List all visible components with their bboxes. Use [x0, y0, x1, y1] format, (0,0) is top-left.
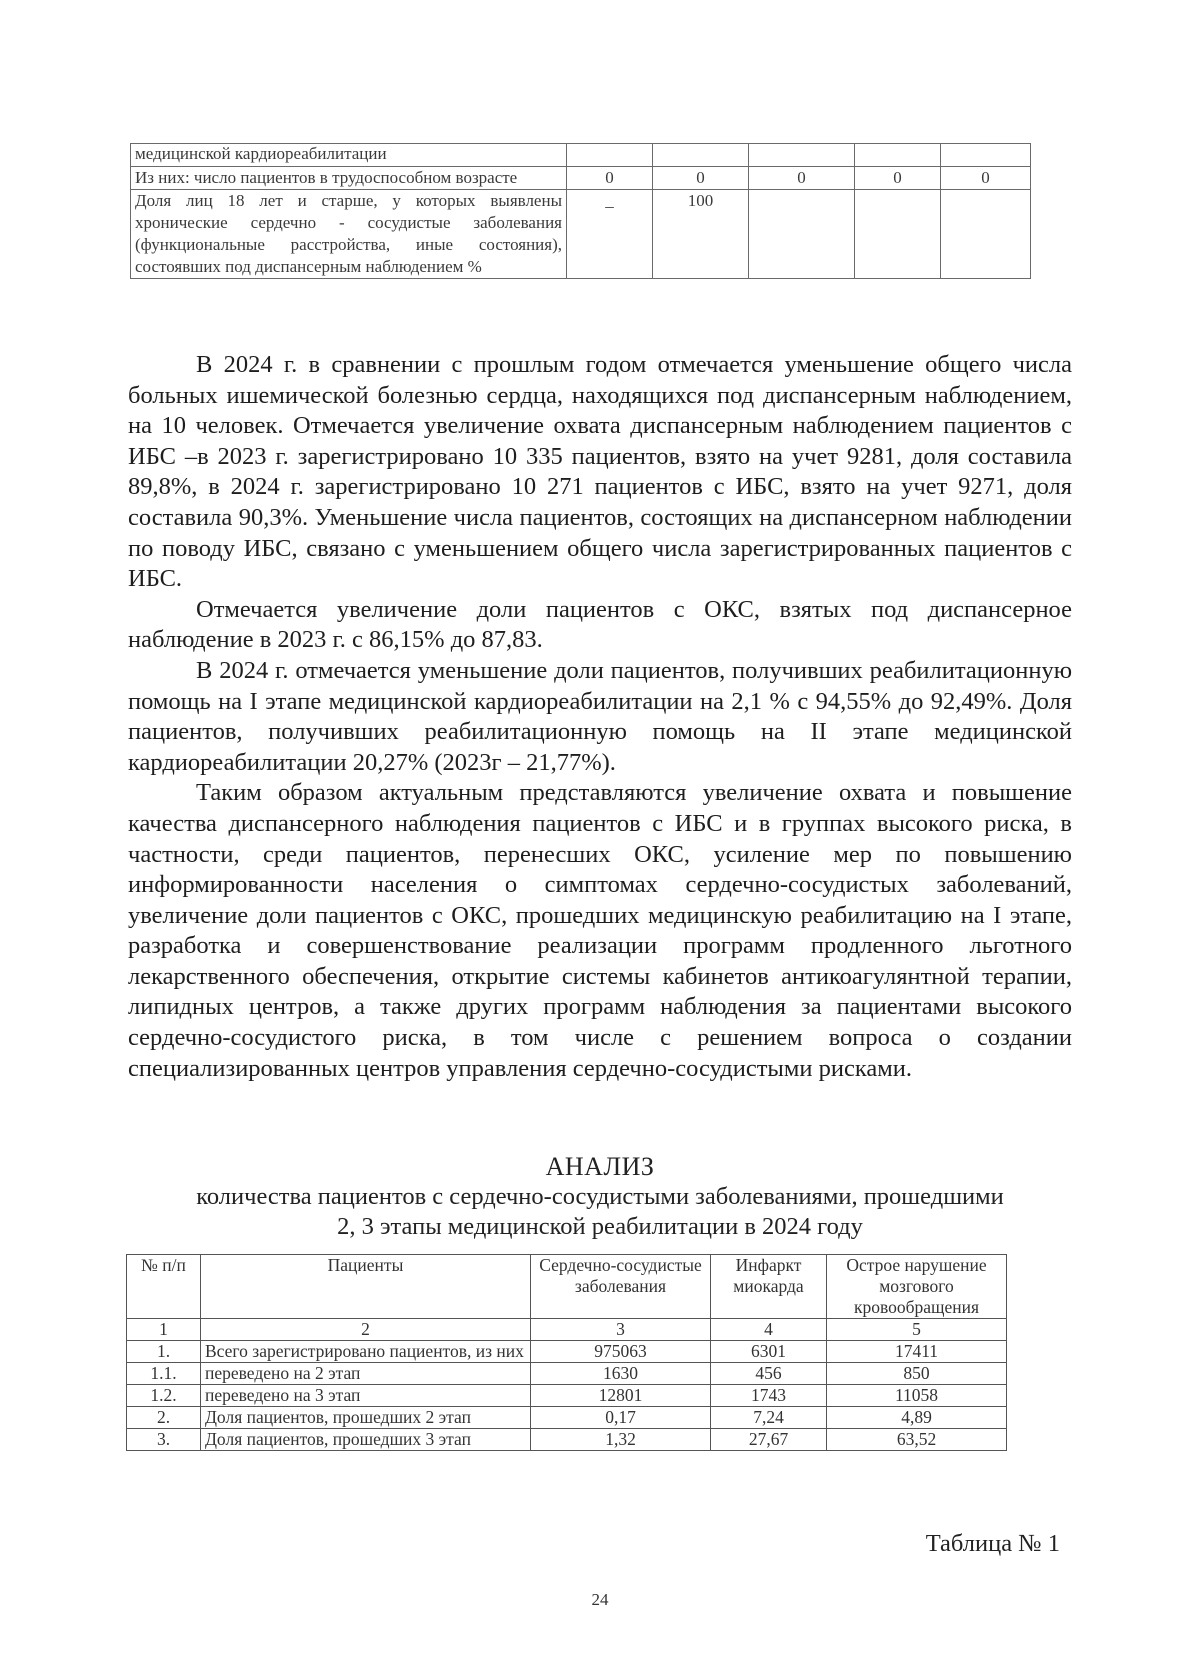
cell-ssz: 12801	[531, 1385, 711, 1407]
cell-ssz: 1630	[531, 1363, 711, 1385]
cell-value: 0	[567, 167, 653, 190]
cell-onmk: 17411	[827, 1341, 1007, 1363]
row-num: 2.	[127, 1407, 201, 1429]
row-num: 1.1.	[127, 1363, 201, 1385]
header-onmk: Острое нарушение мозгового кровообращения	[827, 1255, 1007, 1319]
cell-value	[653, 144, 749, 167]
table-row	[131, 190, 1031, 279]
cell-value	[855, 144, 941, 167]
cell-onmk: 63,52	[827, 1429, 1007, 1451]
cell-value	[941, 144, 1031, 167]
header-num: № п/п	[127, 1255, 201, 1319]
page-number: 24	[591, 1590, 609, 1609]
row-label: Доля лиц 18 лет и старше, у которых выявлены хронические сердечно - сосудистые заболевания (функциональные расстройства, иные состояния), состоявших под диспансерным наблюдением %	[131, 190, 567, 279]
paragraph: Отмечается увеличение доли пациентов с ОКС, взятых под диспансерное наблюдение в 2023 г. с 86,15% до 87,83.	[128, 595, 1072, 654]
table-row	[127, 1363, 1007, 1385]
analysis-table	[126, 1254, 1007, 1451]
table-row	[131, 144, 1031, 167]
column-number: 4	[711, 1319, 827, 1341]
table-caption: Таблица № 1	[925, 1530, 1060, 1557]
row-label: переведено на 2 этап	[201, 1363, 531, 1385]
cell-ssz: 0,17	[531, 1407, 711, 1429]
table-header-row	[127, 1255, 1007, 1319]
header-im: Инфаркт миокарда	[711, 1255, 827, 1319]
cell-im: 27,67	[711, 1429, 827, 1451]
analysis-heading	[128, 1152, 1072, 1242]
paragraph: Таким образом актуальным представляются увеличение охвата и повышение качества диспансерного наблюдения пациентов с ИБС и в группах высокого риска, в частности, среди пациентов, перенесших ОКС, усиление мер по повышению информированности населения о симптомах сердечно-сосудистых заболеваний, увеличение доли пациентов с ОКС, прошедших медицинскую реабилитацию на I этапе, разработка и совершенствование реализации программ продленного льготного лекарственного обеспечения, открытие системы кабинетов антикоагулянтной терапии, липидных центров, а также других программ наблюдения за пациентами высокого сердечно-сосудистого риска, в том числе с решением вопроса о создании специализированных центров управления сердечно-сосудистыми рисками.	[128, 779, 1072, 1082]
row-num: 1.2.	[127, 1385, 201, 1407]
row-label: Доля пациентов, прошедших 2 этап	[201, 1407, 531, 1429]
cell-onmk: 850	[827, 1363, 1007, 1385]
cell-value: 0	[855, 167, 941, 190]
cell-value: _	[567, 190, 653, 279]
cell-value	[567, 144, 653, 167]
paragraph: В 2024 г. в сравнении с прошлым годом отмечается уменьшение общего числа больных ишемической болезнью сердца, находящихся под диспансерным наблюдением, на 10 человек. Отмечается увеличение охвата диспансерным наблюдением пациентов с ИБС –в 2023 г. зарегистрировано 10 335 пациентов, взято на учет 9281, доля составила 89,8%, в 2024 г. зарегистрировано 10 271 пациентов с ИБС, взято на учет 9271, доля составила 90,3%. Уменьшение числа пациентов, состоящих на диспансерном наблюдении по поводу ИБС, связано с уменьшением общего числа зарегистрированных пациентов с ИБС.	[128, 351, 1072, 593]
header-ssz: Сердечно-сосудистые заболевания	[531, 1255, 711, 1319]
cell-ssz: 1,32	[531, 1429, 711, 1451]
cell-value	[749, 144, 855, 167]
column-number-row	[127, 1319, 1007, 1341]
cell-onmk: 4,89	[827, 1407, 1007, 1429]
row-label: Всего зарегистрировано пациентов, из них	[201, 1341, 531, 1363]
cell-value: 100	[653, 190, 749, 279]
column-number: 2	[201, 1319, 531, 1341]
row-label: переведено на 3 этап	[201, 1385, 531, 1407]
cell-value: 0	[653, 167, 749, 190]
cell-value: 0	[749, 167, 855, 190]
cell-ssz: 975063	[531, 1341, 711, 1363]
cell-onmk: 11058	[827, 1385, 1007, 1407]
column-number: 5	[827, 1319, 1007, 1341]
cell-im: 7,24	[711, 1407, 827, 1429]
row-num: 1.	[127, 1341, 201, 1363]
cell-im: 6301	[711, 1341, 827, 1363]
header-patients: Пациенты	[201, 1255, 531, 1319]
row-num: 3.	[127, 1429, 201, 1451]
table-row	[127, 1341, 1007, 1363]
table-row	[131, 167, 1031, 190]
cell-value	[941, 190, 1031, 279]
table-row	[127, 1407, 1007, 1429]
body-text	[128, 350, 1072, 1084]
cell-im: 456	[711, 1363, 827, 1385]
heading-title: АНАЛИЗ	[545, 1152, 655, 1181]
cell-im: 1743	[711, 1385, 827, 1407]
cell-value: 0	[941, 167, 1031, 190]
column-number: 3	[531, 1319, 711, 1341]
row-label: Доля пациентов, прошедших 3 этап	[201, 1429, 531, 1451]
row-label: Из них: число пациентов в трудоспособном возрасте	[131, 167, 567, 190]
column-number: 1	[127, 1319, 201, 1341]
heading-line: количества пациентов с сердечно-сосудистыми заболеваниями, прошедшими	[196, 1183, 1004, 1210]
table-row	[127, 1385, 1007, 1407]
top-continuation-table	[130, 143, 1031, 279]
table-row	[127, 1429, 1007, 1451]
paragraph: В 2024 г. отмечается уменьшение доли пациентов, получивших реабилитационную помощь на I этапе медицинской кардиореабилитации на 2,1 % с 94,55% до 92,49%. Доля пациентов, получивших реабилитационную помощь на II этапе медицинской кардиореабилитации 20,27% (2023г – 21,77%).	[128, 656, 1072, 776]
cell-value	[855, 190, 941, 279]
row-label: медицинской кардиореабилитации	[131, 144, 567, 167]
heading-line: 2, 3 этапы медицинской реабилитации в 2024 году	[337, 1213, 863, 1240]
cell-value	[749, 190, 855, 279]
